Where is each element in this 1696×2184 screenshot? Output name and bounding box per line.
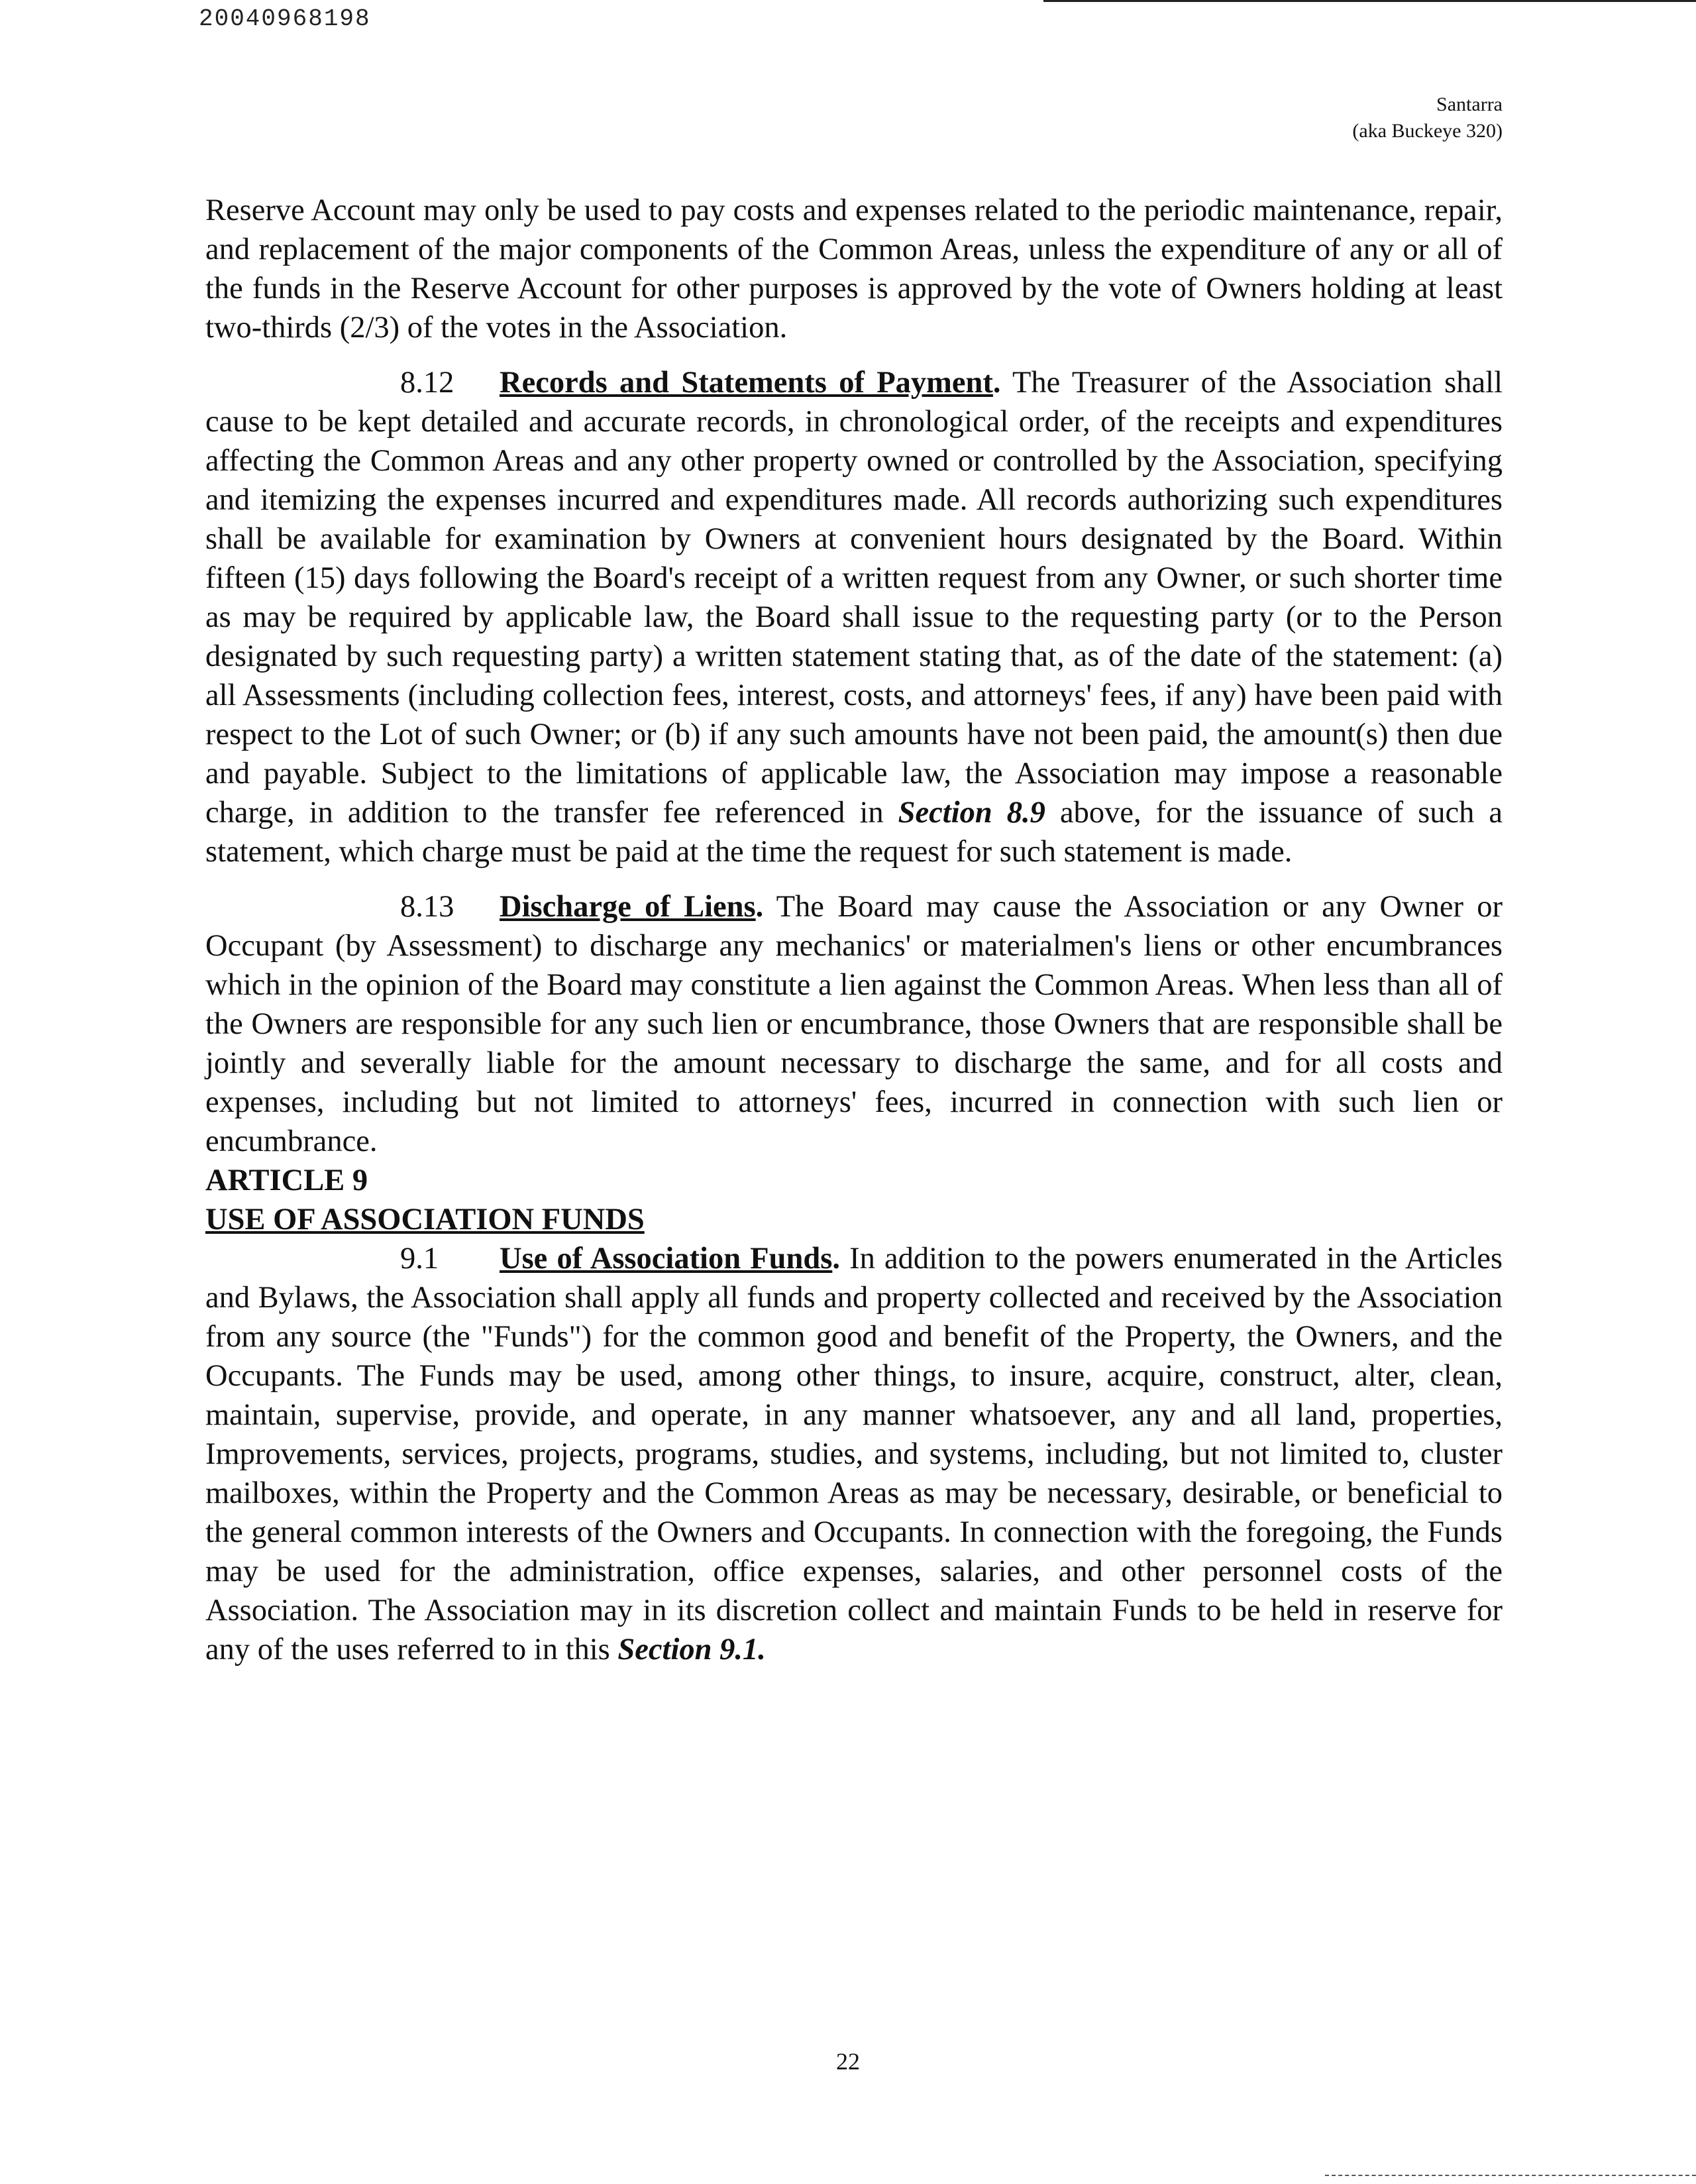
section-number: 8.12 [400,366,454,400]
section-body: The Board may cause the Association or any Owner or Occupant (by Assessment) to discharge any mechanics' or materialmen's liens or other encumbrances which in the opinion of the Board may constitute a lien against the Common Areas. When less than all of the Owners are responsible for any such lien or encumbrance, those Owners that are responsible shall be jointly and severally liable for the amount necessary to discharge the same, and for all costs and expenses, including but not limited to attorneys' fees, incurred in connection with such lien or encumbrance. [205,890,1503,1158]
page-number: 22 [836,2048,860,2075]
section-number: 9.1 [400,1242,439,1276]
section-9-1: 9.1 Use of Association Funds. In addition to the powers enumerated in the Articles and Bylaws, the Association shall apply all funds and property collected and received by the Association from any source (the "Funds") for the common good and benefit of the Property, the Owners, and the Occupants. The Funds may be used, among other things, to insure, acquire, construct, alter, clean, maintain, supervise, provide, and operate, in any manner whatsoever, any and all land, properties, Improvements, services, projects, programs, studies, and systems, including, but not limited to, cluster mailboxes, within the Property and the Common Areas as may be necessary, desirable, or beneficial to the general common interests of the Owners and Occupants. In connection with the foregoing, the Funds may be used for the administration, office expenses, salaries, and other personnel costs of the Association. The Association may in its discretion collect and maintain Funds to be held in reserve for any of the uses referred to in this Section 9.1. [205,1239,1503,1669]
paragraph-reserve-account: Reserve Account may only be used to pay costs and expenses related to the periodic maintenance, repair, and replacement of the major components of the Common Areas, unless the expenditure of any or all of the funds in the Reserve Account for other purposes is approved by the vote of Owners holding at least two-thirds (2/3) of the votes in the Association. [205,193,1503,345]
section-8-12: 8.12 Records and Statements of Payment. The Treasurer of the Association shall cause to be kept detailed and accurate records, in chronological order, of the receipts and expenditures affecting the Common Areas and any other property owned or controlled by the Association, specifying and itemizing the expenses incurred and expenditures made. All records authorizing such expenditures shall be available for examination by Owners at convenient hours designated by the Board. Within fifteen (15) days following the Board's receipt of a written request from any Owner, or such shorter time as may be required by applicable law, the Board shall issue to the requesting party (or to the Person designated by such requesting party) a written statement stating that, as of the date of the statement: (a) all Assessments (including collection fees, interest, costs, and attorneys' fees, if any) have been paid with respect to the Lot of such Owner; or (b) if any such amounts have not been paid, the amount(s) then due and payable. Subject to the limitations of applicable law, the Association may impose a reasonable charge, in addition to the transfer fee referenced in Section 8.9 above, for the issuance of such a statement, which charge must be paid at the time the request for such statement is made. [205,363,1503,871]
section-title: Discharge of Liens [500,890,756,924]
section-8-13: 8.13 Discharge of Liens. The Board may cause the Association or any Owner or Occupant (by Assessment) to discharge any mechanics' or materialmen's liens or other encumbrances which in the opinion of the Board may constitute a lien against the Common Areas. When less than all of the Owners are responsible for any such lien or encumbrance, those Owners that are responsible shall be jointly and severally liable for the amount necessary to discharge the same, and for all costs and expenses, including but not limited to attorneys' fees, incurred in connection with such lien or encumbrance. [205,887,1503,1161]
section-title: Records and Statements of Payment [500,366,993,400]
document-number: 20040968198 [199,5,371,32]
document-body [205,191,1503,1669]
section-body: In addition to the powers enumerated in the Articles and Bylaws, the Association shall apply all funds and property collected and received by the Association from any source (the "Funds") for the common good and benefit of the Property, the Owners, and the Occupants. The Funds may be used, among other things, to insure, acquire, construct, alter, clean, maintain, supervise, provide, and operate, in any manner whatsoever, any and all land, properties, Improvements, services, projects, programs, studies, and systems, including, but not limited to, cluster mailboxes, within the Property and the Common Areas as may be necessary, desirable, or beneficial to the general common interests of the Owners and Occupants. In connection with the foregoing, the Funds may be used for the administration, office expenses, salaries, and other personnel costs of the Association. The Association may in its discretion collect and maintain Funds to be held in reserve for any of the uses referred to in this [205,1242,1503,1666]
top-rule [1043,0,1696,2]
section-reference: Section 9.1 [617,1633,759,1666]
section-body: The Treasurer of the Association shall cause to be kept detailed and accurate records, in chronological order, of the receipts and expenditures affecting the Common Areas and any other property owned or controlled by the Association, specifying and itemizing the expenses incurred and expenditures made. All records authorizing such expenditures shall be available for examination by Owners at convenient hours designated by the Board. Within fifteen (15) days following the Board's receipt of a written request from any Owner, or such shorter time as may be required by applicable law, the Board shall issue to the requesting party (or to the Person designated by such requesting party) a written statement stating that, as of the date of the statement: (a) all Assessments (including collection fees, interest, costs, and attorneys' fees, if any) have been paid with respect to the Lot of such Owner; or (b) if any such amounts have not been paid, the amount(s) then due and payable. Subject to the limitations of applicable law, the Association may impose a reasonable charge, in addition to the transfer fee referenced in [205,366,1503,830]
running-header [1352,91,1503,144]
section-body-continued: above, for the issuance of such a statement, which charge must be paid at the time the request for such statement is made. [205,796,1503,869]
section-number: 8.13 [400,890,454,924]
section-title: Use of Association Funds [500,1242,833,1276]
header-project-alias: (aka Buckeye 320) [1352,120,1503,142]
article-number: ARTICLE 9 [205,1164,368,1197]
article-title: USE OF ASSOCIATION FUNDS [205,1203,645,1236]
section-reference: Section 8.9 [898,796,1045,830]
header-project-name: Santarra [1436,93,1503,115]
bottom-rule [1325,2175,1696,2176]
